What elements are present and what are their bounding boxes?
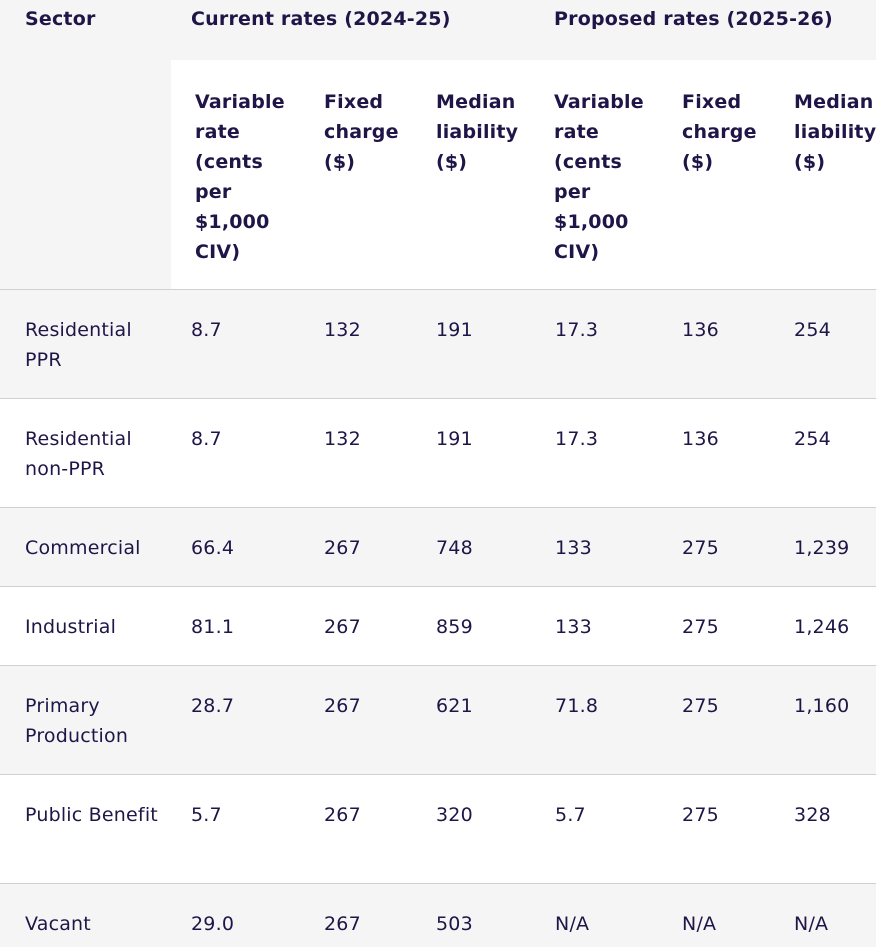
cell-sector: Industrial bbox=[0, 586, 171, 665]
header-proposed-fixed-charge: Fixed charge ($) bbox=[662, 60, 774, 289]
cell-proposed-median-liability: 328 bbox=[774, 774, 876, 883]
cell-proposed-fixed-charge: 275 bbox=[662, 665, 774, 774]
cell-proposed-fixed-charge: 136 bbox=[662, 289, 774, 398]
table-row bbox=[0, 398, 876, 507]
cell-current-variable-rate: 8.7 bbox=[171, 398, 304, 507]
header-row-columns bbox=[0, 60, 876, 289]
cell-proposed-fixed-charge: 275 bbox=[662, 774, 774, 883]
table-row bbox=[0, 586, 876, 665]
cell-sector: Residential non-PPR bbox=[0, 398, 171, 507]
cell-proposed-fixed-charge: 275 bbox=[662, 586, 774, 665]
header-sector: Sector bbox=[0, 0, 171, 60]
cell-sector: Primary Production bbox=[0, 665, 171, 774]
cell-current-fixed-charge: 267 bbox=[304, 507, 416, 586]
cell-current-median-liability: 191 bbox=[416, 289, 535, 398]
header-current-fixed-charge: Fixed charge ($) bbox=[304, 60, 416, 289]
cell-proposed-variable-rate: 17.3 bbox=[535, 289, 662, 398]
cell-current-median-liability: 621 bbox=[416, 665, 535, 774]
header-sector-blank bbox=[0, 60, 171, 289]
cell-proposed-variable-rate: N/A bbox=[535, 883, 662, 947]
cell-current-median-liability: 859 bbox=[416, 586, 535, 665]
cell-current-variable-rate: 29.0 bbox=[171, 883, 304, 947]
cell-proposed-fixed-charge: 136 bbox=[662, 398, 774, 507]
cell-current-median-liability: 503 bbox=[416, 883, 535, 947]
table-row bbox=[0, 665, 876, 774]
cell-current-fixed-charge: 132 bbox=[304, 289, 416, 398]
header-current-variable-rate: Variable rate (cents per $1,000 CIV) bbox=[171, 60, 304, 289]
table-row bbox=[0, 883, 876, 947]
table-row bbox=[0, 289, 876, 398]
cell-sector: Commercial bbox=[0, 507, 171, 586]
cell-proposed-median-liability: 254 bbox=[774, 289, 876, 398]
cell-current-fixed-charge: 267 bbox=[304, 665, 416, 774]
cell-proposed-variable-rate: 133 bbox=[535, 586, 662, 665]
cell-sector: Vacant bbox=[0, 883, 171, 947]
cell-current-variable-rate: 8.7 bbox=[171, 289, 304, 398]
cell-current-variable-rate: 81.1 bbox=[171, 586, 304, 665]
cell-proposed-variable-rate: 17.3 bbox=[535, 398, 662, 507]
cell-proposed-median-liability: 254 bbox=[774, 398, 876, 507]
cell-proposed-median-liability: 1,160 bbox=[774, 665, 876, 774]
header-current-median-liability: Median liability ($) bbox=[416, 60, 535, 289]
header-proposed-rates: Proposed rates (2025-26) bbox=[535, 0, 876, 60]
cell-proposed-fixed-charge: N/A bbox=[662, 883, 774, 947]
cell-current-median-liability: 320 bbox=[416, 774, 535, 883]
cell-current-variable-rate: 28.7 bbox=[171, 665, 304, 774]
cell-proposed-variable-rate: 71.8 bbox=[535, 665, 662, 774]
cell-current-fixed-charge: 267 bbox=[304, 883, 416, 947]
cell-proposed-median-liability: N/A bbox=[774, 883, 876, 947]
cell-proposed-variable-rate: 133 bbox=[535, 507, 662, 586]
header-proposed-variable-rate: Variable rate (cents per $1,000 CIV) bbox=[535, 60, 662, 289]
cell-proposed-median-liability: 1,246 bbox=[774, 586, 876, 665]
cell-current-variable-rate: 5.7 bbox=[171, 774, 304, 883]
cell-proposed-median-liability: 1,239 bbox=[774, 507, 876, 586]
cell-sector: Residential PPR bbox=[0, 289, 171, 398]
table-row bbox=[0, 507, 876, 586]
cell-current-variable-rate: 66.4 bbox=[171, 507, 304, 586]
header-current-rates: Current rates (2024-25) bbox=[171, 0, 535, 60]
cell-proposed-fixed-charge: 275 bbox=[662, 507, 774, 586]
cell-current-fixed-charge: 267 bbox=[304, 586, 416, 665]
table-row bbox=[0, 774, 876, 883]
cell-current-fixed-charge: 267 bbox=[304, 774, 416, 883]
cell-current-fixed-charge: 132 bbox=[304, 398, 416, 507]
header-row-groups bbox=[0, 0, 876, 60]
cell-sector: Public Benefit bbox=[0, 774, 171, 883]
cell-current-median-liability: 191 bbox=[416, 398, 535, 507]
cell-proposed-variable-rate: 5.7 bbox=[535, 774, 662, 883]
header-proposed-median-liability: Median liability ($) bbox=[774, 60, 876, 289]
cell-current-median-liability: 748 bbox=[416, 507, 535, 586]
